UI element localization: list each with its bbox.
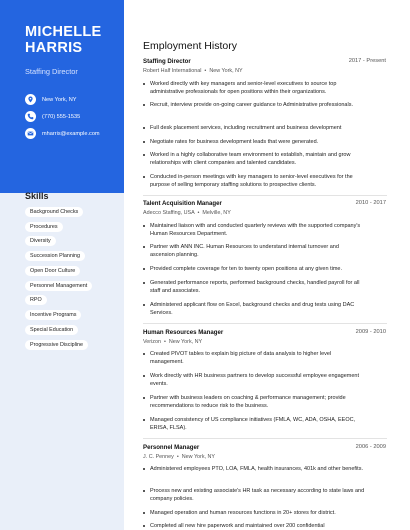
job-bullet: Provided complete coverage for ten to twenty open positions at any given time.: [143, 265, 365, 273]
contact-email[interactable]: [25, 128, 100, 139]
job-company: J. C. Penney • New York, NY: [143, 454, 216, 460]
job-bullet: Work directly with HR business partners to develop successful employee engagement events.: [143, 372, 365, 388]
job-bullet: Full desk placement services, including recruitment and business development: [143, 124, 365, 132]
job-bullet: Partner with ANN INC. Human Resources to understand internal turnover and ascension planning.: [143, 243, 365, 259]
name-line-2: HARRIS: [25, 40, 83, 56]
contact-location: [25, 94, 77, 105]
job-bullet: Created PIVOT tables to explain big picture of data analysis to higher level management.: [143, 350, 365, 366]
job-bullet: Conducted in-person meetings with key managers to senior-level executives for the purpose of selling temporary staffing solutions to prospective clients.: [143, 173, 365, 189]
job-title: Personnel Manager: [143, 444, 200, 451]
job-divider: [143, 438, 387, 439]
skill-tag: Diversity: [25, 236, 56, 246]
job-bullet: Generated performance reports, performed background checks, handled payroll for all staff and associates.: [143, 279, 365, 295]
job-dates: 2010 - 2017: [355, 200, 386, 206]
job-company: Adecco Staffing, USA • Melville, NY: [143, 210, 231, 216]
phone-text: (770) 555-1535: [42, 113, 81, 120]
name-line-1: MICHELLE: [25, 24, 102, 40]
location-pin-icon: [25, 94, 36, 105]
location-text: New York, NY: [42, 96, 77, 103]
email-text: mharris@example.com: [42, 130, 100, 137]
job-divider: [143, 323, 387, 324]
skill-tag: Background Checks: [25, 207, 83, 217]
profile-header: [0, 0, 124, 193]
job-dates: 2017 - Present: [348, 58, 386, 64]
job-bullet: Managed consistency of US compliance initiatives (FMLA, WC, ADA, OSHA, EEOC, ERISA, FLSA).: [143, 416, 365, 432]
job-bullet: Negotiate rates for business development leads that were generated.: [143, 138, 365, 146]
skill-tag: Procedures: [25, 222, 63, 232]
job-dates: 2009 - 2010: [355, 329, 386, 335]
job-bullet: Managed operation and human resources functions in 20+ stores for district.: [143, 509, 365, 517]
skill-tag: Special Education: [25, 325, 78, 335]
job-bullet: Completed all new hire paperwork and maintained over 200 confidential: [143, 522, 365, 530]
job-title: Human Resources Manager: [143, 329, 224, 336]
job-bullet: Maintained liaison with and conducted quarterly reviews with the supported company's Human Resources Department.: [143, 222, 365, 238]
email-icon: [25, 128, 36, 139]
job-bullet: Worked in a highly collaborative team environment to establish, maintain and grow relationships with client companies and talented candidates.: [143, 151, 365, 167]
sidebar: [0, 0, 124, 530]
job-company: Robert Half International • New York, NY: [143, 68, 243, 74]
job-title-subtitle: Staffing Director: [25, 67, 78, 76]
job-bullet: Worked directly with key managers and senior-level executives to source top administrative professionals for open positions within their organizations.: [143, 80, 365, 96]
job-title: Staffing Director: [143, 58, 191, 65]
skill-tag: Open Door Culture: [25, 266, 80, 276]
job-bullet: Administered employees PTO, LOA, FMLA, health insurances, 401k and other benefits.: [143, 465, 365, 473]
contact-phone: [25, 111, 80, 122]
skill-tag: Succession Planning: [25, 251, 85, 261]
skill-tag: RPO: [25, 295, 47, 305]
skill-tag: Incentive Programs: [25, 310, 81, 320]
skill-tag: Personnel Management: [25, 281, 92, 291]
job-company: Verizon • New York, NY: [143, 339, 203, 345]
job-bullet: Administered applicant flow on Excel, background checks and drug tests using DAC Services.: [143, 301, 365, 317]
job-bullet: Recruit, interview provide on-going career guidance to Administrative professionals.: [143, 101, 365, 109]
skills-heading: Skills: [25, 191, 49, 201]
skill-tag: Progressive Discipline: [25, 340, 88, 350]
job-dates: 2006 - 2009: [355, 444, 386, 450]
employment-history-heading: Employment History: [143, 40, 237, 52]
job-bullet: Process new and existing associate's HR task as necessary according to state laws and company policies.: [143, 487, 365, 503]
job-divider: [143, 195, 387, 196]
candidate-name: [25, 24, 102, 56]
phone-icon: [25, 111, 36, 122]
job-bullet: Partner with business leaders on coaching & performance management; provide recommendations to reduce risk to the business.: [143, 394, 365, 410]
job-title: Talent Acquisition Manager: [143, 200, 222, 207]
